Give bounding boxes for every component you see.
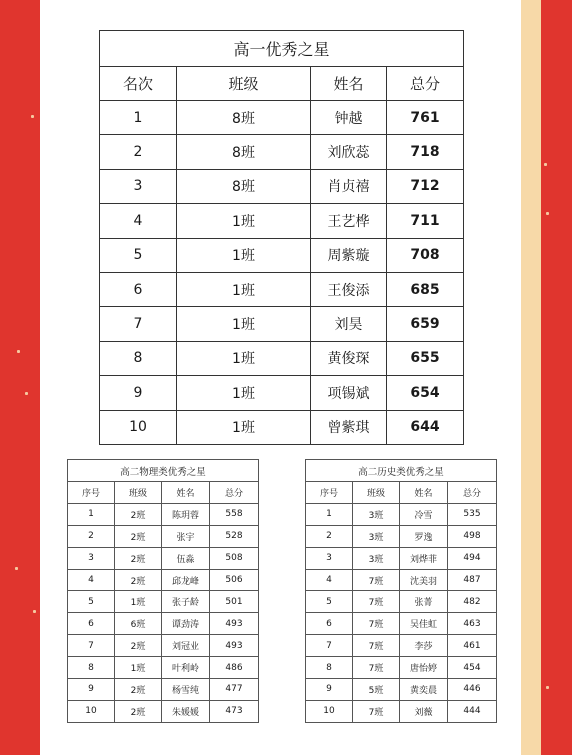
name-cell: 冷雪 xyxy=(400,503,448,525)
name-cell: 刘冠业 xyxy=(162,635,210,657)
header-name: 姓名 xyxy=(162,482,210,504)
table-row xyxy=(68,569,259,591)
index-cell: 4 xyxy=(68,569,115,591)
class-cell: 1班 xyxy=(115,657,162,679)
index-cell: 10 xyxy=(306,700,353,722)
table-title: 高二历史类优秀之星 xyxy=(306,460,497,482)
table-row xyxy=(68,679,259,701)
header-score: 总分 xyxy=(448,482,497,504)
header-rank: 名次 xyxy=(100,67,177,101)
table-row xyxy=(100,101,464,135)
class-cell: 7班 xyxy=(353,700,400,722)
class-cell: 2班 xyxy=(115,569,162,591)
index-cell: 1 xyxy=(306,503,353,525)
score-cell: 493 xyxy=(210,635,259,657)
table-row xyxy=(100,169,464,203)
sparkle-decoration xyxy=(544,163,547,166)
class-cell: 3班 xyxy=(353,503,400,525)
header-score: 总分 xyxy=(387,67,464,101)
name-cell: 伍淼 xyxy=(162,547,210,569)
name-cell: 黄俊琛 xyxy=(311,341,387,375)
table-title-row xyxy=(100,31,464,67)
index-cell: 6 xyxy=(306,613,353,635)
name-cell: 张菁 xyxy=(400,591,448,613)
class-cell: 2班 xyxy=(115,547,162,569)
score-cell: 708 xyxy=(387,238,464,272)
score-cell: 654 xyxy=(387,376,464,410)
score-cell: 528 xyxy=(210,525,259,547)
class-cell: 3班 xyxy=(353,525,400,547)
score-cell: 493 xyxy=(210,613,259,635)
score-cell: 535 xyxy=(448,503,497,525)
name-cell: 刘欣蕊 xyxy=(311,135,387,169)
class-cell: 7班 xyxy=(353,613,400,635)
class-cell: 2班 xyxy=(115,503,162,525)
name-cell: 吴佳虹 xyxy=(400,613,448,635)
grade-two-history-top-students-table xyxy=(305,459,497,723)
table-row xyxy=(68,635,259,657)
table-row xyxy=(306,700,497,722)
table-row xyxy=(100,238,464,272)
rank-cell: 6 xyxy=(100,272,177,306)
name-cell: 王艺桦 xyxy=(311,204,387,238)
class-cell: 1班 xyxy=(177,341,311,375)
index-cell: 9 xyxy=(306,679,353,701)
table-title: 高一优秀之星 xyxy=(100,31,464,67)
table-row xyxy=(68,613,259,635)
index-cell: 4 xyxy=(306,569,353,591)
name-cell: 刘薇 xyxy=(400,700,448,722)
class-cell: 2班 xyxy=(115,525,162,547)
name-cell: 陈玥蓉 xyxy=(162,503,210,525)
class-cell: 2班 xyxy=(115,679,162,701)
index-cell: 9 xyxy=(68,679,115,701)
rank-cell: 2 xyxy=(100,135,177,169)
score-cell: 655 xyxy=(387,341,464,375)
table-row xyxy=(68,657,259,679)
name-cell: 刘昊 xyxy=(311,307,387,341)
name-cell: 沈美羽 xyxy=(400,569,448,591)
index-cell: 2 xyxy=(306,525,353,547)
table-row xyxy=(100,376,464,410)
class-cell: 8班 xyxy=(177,101,311,135)
score-cell: 712 xyxy=(387,169,464,203)
grade-two-physics-top-students-table xyxy=(67,459,259,723)
name-cell: 黄奕晨 xyxy=(400,679,448,701)
header-class: 班级 xyxy=(177,67,311,101)
index-cell: 6 xyxy=(68,613,115,635)
sparkle-decoration xyxy=(31,115,34,118)
name-cell: 周紫璇 xyxy=(311,238,387,272)
score-cell: 482 xyxy=(448,591,497,613)
sparkle-decoration xyxy=(25,392,28,395)
name-cell: 叶利岭 xyxy=(162,657,210,679)
index-cell: 2 xyxy=(68,525,115,547)
class-cell: 1班 xyxy=(177,204,311,238)
table-title-row xyxy=(306,460,497,482)
index-cell: 5 xyxy=(68,591,115,613)
class-cell: 1班 xyxy=(177,272,311,306)
score-cell: 558 xyxy=(210,503,259,525)
header-index: 序号 xyxy=(68,482,115,504)
table-row xyxy=(306,635,497,657)
table-row xyxy=(100,410,464,444)
class-cell: 7班 xyxy=(353,569,400,591)
score-cell: 486 xyxy=(210,657,259,679)
class-cell: 2班 xyxy=(115,635,162,657)
class-cell: 1班 xyxy=(115,591,162,613)
index-cell: 10 xyxy=(68,700,115,722)
sparkle-decoration xyxy=(17,350,20,353)
score-cell: 508 xyxy=(210,547,259,569)
index-cell: 8 xyxy=(68,657,115,679)
class-cell: 6班 xyxy=(115,613,162,635)
name-cell: 刘烨菲 xyxy=(400,547,448,569)
table-header-row xyxy=(306,482,497,504)
name-cell: 唐怡婷 xyxy=(400,657,448,679)
class-cell: 1班 xyxy=(177,410,311,444)
index-cell: 3 xyxy=(68,547,115,569)
class-cell: 7班 xyxy=(353,635,400,657)
header-class: 班级 xyxy=(115,482,162,504)
table-title: 高二物理类优秀之星 xyxy=(68,460,259,482)
rank-cell: 10 xyxy=(100,410,177,444)
rank-cell: 4 xyxy=(100,204,177,238)
score-cell: 477 xyxy=(210,679,259,701)
table-title-row xyxy=(68,460,259,482)
name-cell: 项锡斌 xyxy=(311,376,387,410)
rank-cell: 9 xyxy=(100,376,177,410)
table-row xyxy=(306,679,497,701)
name-cell: 邱龙峰 xyxy=(162,569,210,591)
table-header-row xyxy=(100,67,464,101)
score-cell: 685 xyxy=(387,272,464,306)
rank-cell: 3 xyxy=(100,169,177,203)
name-cell: 钟越 xyxy=(311,101,387,135)
sparkle-decoration xyxy=(546,212,549,215)
sparkle-decoration xyxy=(15,567,18,570)
table-row xyxy=(306,547,497,569)
table-row xyxy=(100,135,464,169)
header-class: 班级 xyxy=(353,482,400,504)
class-cell: 5班 xyxy=(353,679,400,701)
score-cell: 659 xyxy=(387,307,464,341)
right-cream-border xyxy=(521,0,541,755)
class-cell: 1班 xyxy=(177,307,311,341)
score-cell: 473 xyxy=(210,700,259,722)
score-cell: 644 xyxy=(387,410,464,444)
rank-cell: 5 xyxy=(100,238,177,272)
class-cell: 3班 xyxy=(353,547,400,569)
table-row xyxy=(306,569,497,591)
grade-one-top-students-table xyxy=(99,30,464,445)
index-cell: 8 xyxy=(306,657,353,679)
score-cell: 501 xyxy=(210,591,259,613)
header-name: 姓名 xyxy=(400,482,448,504)
table-row xyxy=(100,204,464,238)
table-row xyxy=(306,525,497,547)
class-cell: 8班 xyxy=(177,135,311,169)
index-cell: 7 xyxy=(68,635,115,657)
header-index: 序号 xyxy=(306,482,353,504)
name-cell: 肖贞禧 xyxy=(311,169,387,203)
header-name: 姓名 xyxy=(311,67,387,101)
table-row xyxy=(100,307,464,341)
class-cell: 1班 xyxy=(177,376,311,410)
sparkle-decoration xyxy=(546,686,549,689)
class-cell: 1班 xyxy=(177,238,311,272)
name-cell: 朱媛媛 xyxy=(162,700,210,722)
name-cell: 李莎 xyxy=(400,635,448,657)
rank-cell: 1 xyxy=(100,101,177,135)
index-cell: 5 xyxy=(306,591,353,613)
name-cell: 罗逸 xyxy=(400,525,448,547)
name-cell: 张子龄 xyxy=(162,591,210,613)
table-row xyxy=(306,613,497,635)
name-cell: 谭劲涛 xyxy=(162,613,210,635)
score-cell: 718 xyxy=(387,135,464,169)
score-cell: 444 xyxy=(448,700,497,722)
table-row xyxy=(68,503,259,525)
score-cell: 494 xyxy=(448,547,497,569)
table-row xyxy=(306,503,497,525)
table-row xyxy=(306,657,497,679)
score-cell: 454 xyxy=(448,657,497,679)
table-row xyxy=(100,341,464,375)
left-red-border xyxy=(0,0,40,755)
score-cell: 498 xyxy=(448,525,497,547)
score-cell: 711 xyxy=(387,204,464,238)
class-cell: 7班 xyxy=(353,657,400,679)
table-row xyxy=(68,700,259,722)
score-cell: 461 xyxy=(448,635,497,657)
rank-cell: 8 xyxy=(100,341,177,375)
name-cell: 王俊添 xyxy=(311,272,387,306)
index-cell: 7 xyxy=(306,635,353,657)
right-red-border xyxy=(541,0,572,755)
score-cell: 446 xyxy=(448,679,497,701)
rank-cell: 7 xyxy=(100,307,177,341)
class-cell: 2班 xyxy=(115,700,162,722)
score-cell: 487 xyxy=(448,569,497,591)
score-cell: 463 xyxy=(448,613,497,635)
class-cell: 8班 xyxy=(177,169,311,203)
index-cell: 3 xyxy=(306,547,353,569)
table-row xyxy=(306,591,497,613)
header-score: 总分 xyxy=(210,482,259,504)
table-header-row xyxy=(68,482,259,504)
sparkle-decoration xyxy=(33,610,36,613)
table-row xyxy=(68,525,259,547)
name-cell: 曾紫琪 xyxy=(311,410,387,444)
name-cell: 杨雪纯 xyxy=(162,679,210,701)
class-cell: 7班 xyxy=(353,591,400,613)
index-cell: 1 xyxy=(68,503,115,525)
table-row xyxy=(100,272,464,306)
score-cell: 506 xyxy=(210,569,259,591)
table-row xyxy=(68,591,259,613)
score-cell: 761 xyxy=(387,101,464,135)
name-cell: 张宇 xyxy=(162,525,210,547)
table-row xyxy=(68,547,259,569)
